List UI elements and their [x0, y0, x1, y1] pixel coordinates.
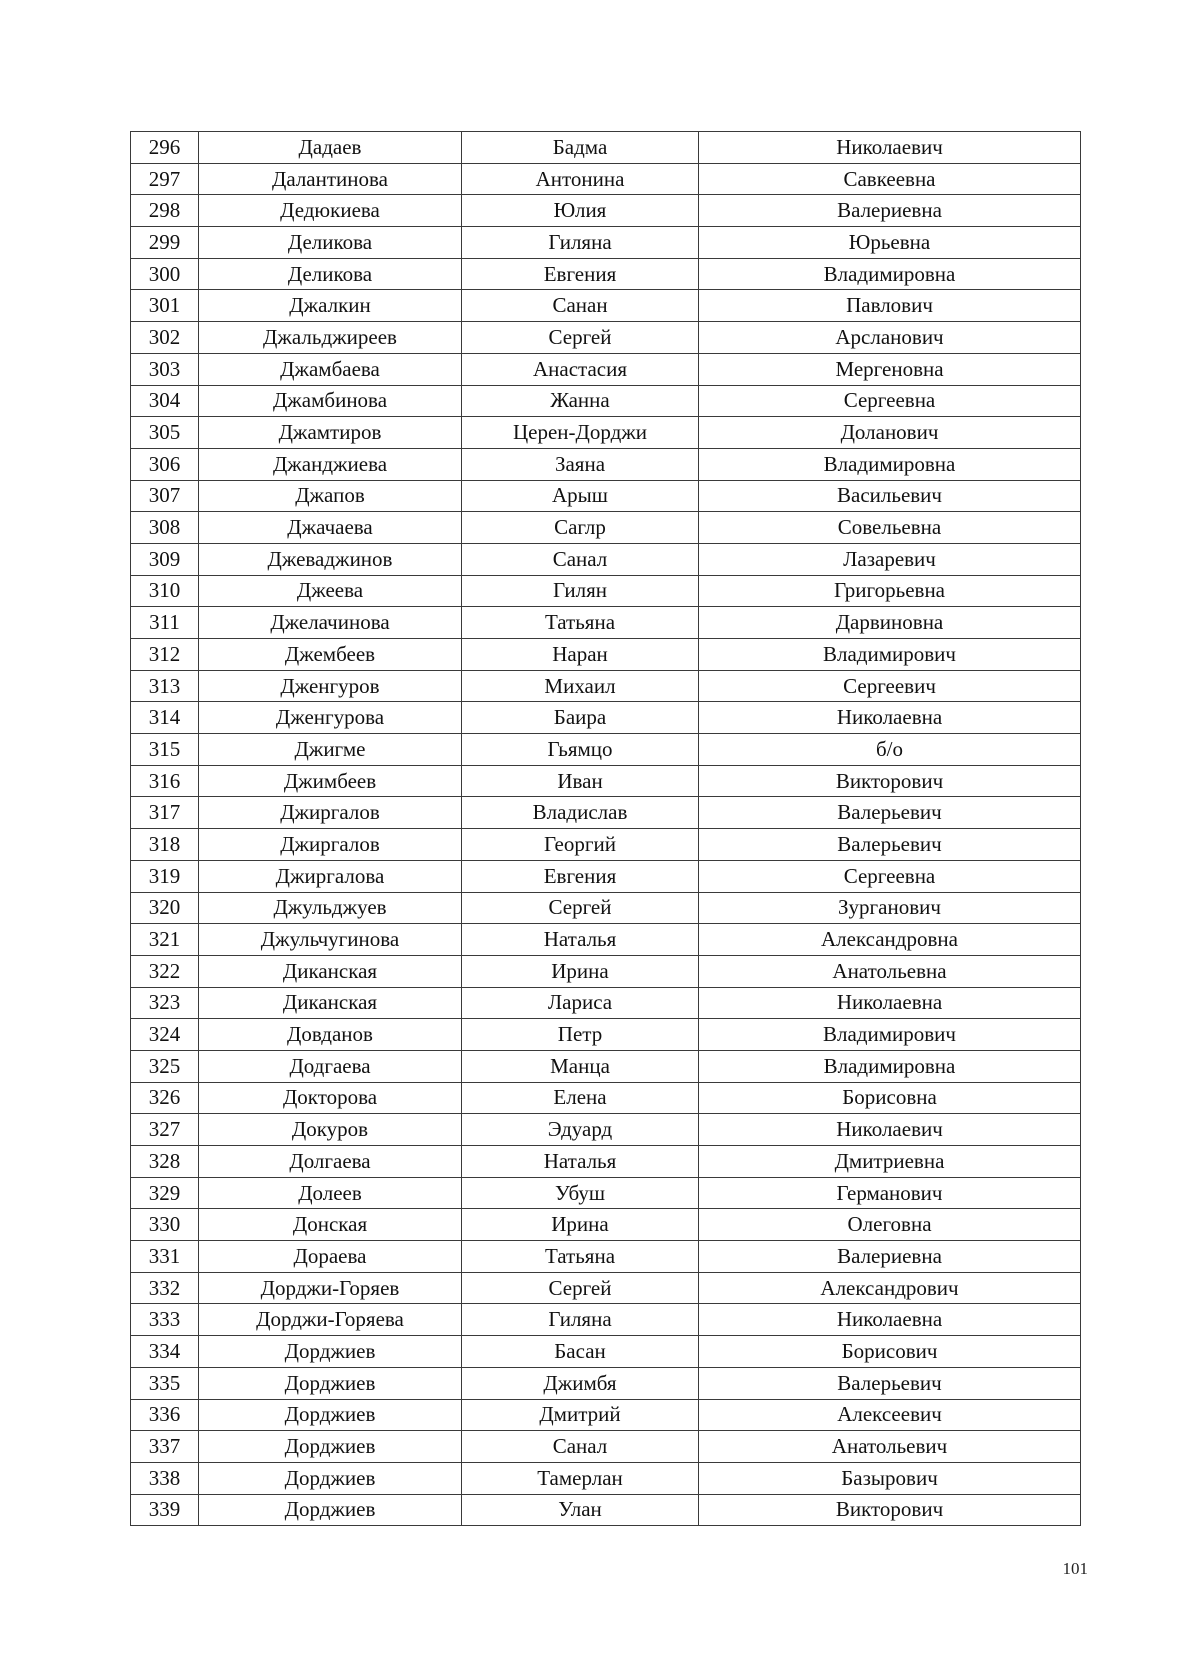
table-row: [131, 639, 1081, 671]
row-number-cell: 318: [131, 829, 199, 861]
row-number-cell: 315: [131, 734, 199, 766]
table-row: [131, 512, 1081, 544]
row-number-cell: 309: [131, 543, 199, 575]
table-row: [131, 385, 1081, 417]
last-name-cell: Деликова: [199, 258, 462, 290]
table-row: [131, 1082, 1081, 1114]
patronymic-cell: Сергеевна: [699, 385, 1081, 417]
first-name-cell: Лариса: [462, 987, 699, 1019]
patronymic-cell: Савкеевна: [699, 163, 1081, 195]
last-name-cell: Диканская: [199, 955, 462, 987]
row-number-cell: 336: [131, 1399, 199, 1431]
table-row: [131, 765, 1081, 797]
table-row: [131, 860, 1081, 892]
patronymic-cell: Валерьевич: [699, 829, 1081, 861]
row-number-cell: 304: [131, 385, 199, 417]
table-row: [131, 132, 1081, 164]
row-number-cell: 300: [131, 258, 199, 290]
patronymic-cell: Николаевна: [699, 702, 1081, 734]
row-number-cell: 312: [131, 639, 199, 671]
last-name-cell: Джиргалова: [199, 860, 462, 892]
row-number-cell: 299: [131, 227, 199, 259]
row-number-cell: 306: [131, 448, 199, 480]
table-row: [131, 575, 1081, 607]
last-name-cell: Дженгуров: [199, 670, 462, 702]
row-number-cell: 313: [131, 670, 199, 702]
table-row: [131, 924, 1081, 956]
last-name-cell: Донская: [199, 1209, 462, 1241]
last-name-cell: Дораева: [199, 1241, 462, 1273]
table-row: [131, 797, 1081, 829]
last-name-cell: Диканская: [199, 987, 462, 1019]
first-name-cell: Иван: [462, 765, 699, 797]
row-number-cell: 320: [131, 892, 199, 924]
last-name-cell: Деликова: [199, 227, 462, 259]
table-row: [131, 1019, 1081, 1051]
patronymic-cell: Алексеевич: [699, 1399, 1081, 1431]
first-name-cell: Петр: [462, 1019, 699, 1051]
patronymic-cell: Владимировна: [699, 1050, 1081, 1082]
last-name-cell: Джигме: [199, 734, 462, 766]
row-number-cell: 325: [131, 1050, 199, 1082]
patronymic-cell: Борисовна: [699, 1082, 1081, 1114]
last-name-cell: Джульчугинова: [199, 924, 462, 956]
patronymic-cell: Юрьевна: [699, 227, 1081, 259]
table-row: [131, 829, 1081, 861]
patronymic-cell: Васильевич: [699, 480, 1081, 512]
last-name-cell: Дорджи-Горяева: [199, 1304, 462, 1336]
first-name-cell: Эдуард: [462, 1114, 699, 1146]
table-row: [131, 1050, 1081, 1082]
last-name-cell: Докуров: [199, 1114, 462, 1146]
patronymic-cell: Николаевич: [699, 1114, 1081, 1146]
table-row: [131, 480, 1081, 512]
row-number-cell: 334: [131, 1336, 199, 1368]
patronymic-cell: Анатольевна: [699, 955, 1081, 987]
document-sheet: [130, 131, 1080, 1526]
last-name-cell: Далантинова: [199, 163, 462, 195]
first-name-cell: Татьяна: [462, 607, 699, 639]
table-row: [131, 607, 1081, 639]
row-number-cell: 321: [131, 924, 199, 956]
patronymic-cell: Совельевна: [699, 512, 1081, 544]
first-name-cell: Санан: [462, 290, 699, 322]
name-roster-table: [130, 131, 1081, 1526]
last-name-cell: Джиргалов: [199, 829, 462, 861]
table-row: [131, 1462, 1081, 1494]
first-name-cell: Заяна: [462, 448, 699, 480]
first-name-cell: Сергей: [462, 1272, 699, 1304]
row-number-cell: 316: [131, 765, 199, 797]
first-name-cell: Евгения: [462, 860, 699, 892]
last-name-cell: Джапов: [199, 480, 462, 512]
row-number-cell: 333: [131, 1304, 199, 1336]
patronymic-cell: Александрович: [699, 1272, 1081, 1304]
patronymic-cell: Олеговна: [699, 1209, 1081, 1241]
first-name-cell: Церен-Дорджи: [462, 417, 699, 449]
table-row: [131, 1241, 1081, 1273]
row-number-cell: 328: [131, 1146, 199, 1178]
patronymic-cell: Сергеевич: [699, 670, 1081, 702]
table-row: [131, 417, 1081, 449]
table-row: [131, 1367, 1081, 1399]
last-name-cell: Джамтиров: [199, 417, 462, 449]
table-row: [131, 258, 1081, 290]
row-number-cell: 332: [131, 1272, 199, 1304]
table-row: [131, 227, 1081, 259]
last-name-cell: Джанджиева: [199, 448, 462, 480]
row-number-cell: 337: [131, 1431, 199, 1463]
last-name-cell: Джульджуев: [199, 892, 462, 924]
last-name-cell: Джальджиреев: [199, 322, 462, 354]
table-row: [131, 290, 1081, 322]
last-name-cell: Докторова: [199, 1082, 462, 1114]
table-row: [131, 1431, 1081, 1463]
first-name-cell: Наран: [462, 639, 699, 671]
last-name-cell: Дорджиев: [199, 1399, 462, 1431]
patronymic-cell: Арсланович: [699, 322, 1081, 354]
patronymic-cell: Зурганович: [699, 892, 1081, 924]
patronymic-cell: Александровна: [699, 924, 1081, 956]
patronymic-cell: Сергеевна: [699, 860, 1081, 892]
first-name-cell: Владислав: [462, 797, 699, 829]
patronymic-cell: Борисович: [699, 1336, 1081, 1368]
roster-body: [131, 132, 1081, 1526]
first-name-cell: Джимбя: [462, 1367, 699, 1399]
first-name-cell: Дмитрий: [462, 1399, 699, 1431]
row-number-cell: 326: [131, 1082, 199, 1114]
patronymic-cell: Доланович: [699, 417, 1081, 449]
last-name-cell: Джамбинова: [199, 385, 462, 417]
table-row: [131, 1177, 1081, 1209]
last-name-cell: Дорджиев: [199, 1367, 462, 1399]
table-row: [131, 1209, 1081, 1241]
first-name-cell: Манца: [462, 1050, 699, 1082]
table-row: [131, 1399, 1081, 1431]
table-row: [131, 955, 1081, 987]
row-number-cell: 303: [131, 353, 199, 385]
last-name-cell: Дадаев: [199, 132, 462, 164]
first-name-cell: Сергей: [462, 892, 699, 924]
first-name-cell: Гилян: [462, 575, 699, 607]
patronymic-cell: Германович: [699, 1177, 1081, 1209]
first-name-cell: Антонина: [462, 163, 699, 195]
table-row: [131, 892, 1081, 924]
patronymic-cell: Викторович: [699, 765, 1081, 797]
table-row: [131, 987, 1081, 1019]
first-name-cell: Михаил: [462, 670, 699, 702]
table-row: [131, 448, 1081, 480]
row-number-cell: 331: [131, 1241, 199, 1273]
first-name-cell: Ирина: [462, 955, 699, 987]
table-row: [131, 163, 1081, 195]
last-name-cell: Джалкин: [199, 290, 462, 322]
row-number-cell: 327: [131, 1114, 199, 1146]
table-row: [131, 670, 1081, 702]
row-number-cell: 323: [131, 987, 199, 1019]
row-number-cell: 314: [131, 702, 199, 734]
last-name-cell: Дорджиев: [199, 1494, 462, 1526]
row-number-cell: 296: [131, 132, 199, 164]
first-name-cell: Анастасия: [462, 353, 699, 385]
row-number-cell: 339: [131, 1494, 199, 1526]
last-name-cell: Долеев: [199, 1177, 462, 1209]
last-name-cell: Джиргалов: [199, 797, 462, 829]
table-row: [131, 353, 1081, 385]
table-row: [131, 543, 1081, 575]
patronymic-cell: Николаевна: [699, 987, 1081, 1019]
table-row: [131, 1272, 1081, 1304]
first-name-cell: Юлия: [462, 195, 699, 227]
patronymic-cell: Владимирович: [699, 639, 1081, 671]
first-name-cell: Наталья: [462, 924, 699, 956]
patronymic-cell: Валериевна: [699, 195, 1081, 227]
page-number: 101: [1062, 1559, 1088, 1578]
patronymic-cell: Владимирович: [699, 1019, 1081, 1051]
first-name-cell: Тамерлан: [462, 1462, 699, 1494]
patronymic-cell: Дмитриевна: [699, 1146, 1081, 1178]
first-name-cell: Татьяна: [462, 1241, 699, 1273]
patronymic-cell: б/о: [699, 734, 1081, 766]
patronymic-cell: Николаевна: [699, 1304, 1081, 1336]
last-name-cell: Дженгурова: [199, 702, 462, 734]
first-name-cell: Евгения: [462, 258, 699, 290]
table-row: [131, 322, 1081, 354]
row-number-cell: 322: [131, 955, 199, 987]
last-name-cell: Додгаева: [199, 1050, 462, 1082]
row-number-cell: 330: [131, 1209, 199, 1241]
row-number-cell: 317: [131, 797, 199, 829]
first-name-cell: Санал: [462, 1431, 699, 1463]
first-name-cell: Ирина: [462, 1209, 699, 1241]
last-name-cell: Дорджиев: [199, 1336, 462, 1368]
last-name-cell: Дорджиев: [199, 1431, 462, 1463]
last-name-cell: Дорджиев: [199, 1462, 462, 1494]
patronymic-cell: Николаевич: [699, 132, 1081, 164]
row-number-cell: 310: [131, 575, 199, 607]
row-number-cell: 297: [131, 163, 199, 195]
first-name-cell: Арыш: [462, 480, 699, 512]
row-number-cell: 305: [131, 417, 199, 449]
last-name-cell: Дедюкиева: [199, 195, 462, 227]
patronymic-cell: Павлович: [699, 290, 1081, 322]
last-name-cell: Джембеев: [199, 639, 462, 671]
first-name-cell: Гиляна: [462, 227, 699, 259]
first-name-cell: Улан: [462, 1494, 699, 1526]
row-number-cell: 307: [131, 480, 199, 512]
row-number-cell: 335: [131, 1367, 199, 1399]
first-name-cell: Санал: [462, 543, 699, 575]
row-number-cell: 301: [131, 290, 199, 322]
first-name-cell: Басан: [462, 1336, 699, 1368]
patronymic-cell: Викторович: [699, 1494, 1081, 1526]
first-name-cell: Наталья: [462, 1146, 699, 1178]
patronymic-cell: Владимировна: [699, 448, 1081, 480]
patronymic-cell: Владимировна: [699, 258, 1081, 290]
last-name-cell: Джимбеев: [199, 765, 462, 797]
patronymic-cell: Валерьевич: [699, 797, 1081, 829]
row-number-cell: 329: [131, 1177, 199, 1209]
first-name-cell: Жанна: [462, 385, 699, 417]
table-row: [131, 1304, 1081, 1336]
table-row: [131, 1114, 1081, 1146]
last-name-cell: Довданов: [199, 1019, 462, 1051]
first-name-cell: Гьямцо: [462, 734, 699, 766]
first-name-cell: Елена: [462, 1082, 699, 1114]
first-name-cell: Баира: [462, 702, 699, 734]
table-row: [131, 702, 1081, 734]
table-row: [131, 1146, 1081, 1178]
table-row: [131, 1336, 1081, 1368]
last-name-cell: Долгаева: [199, 1146, 462, 1178]
first-name-cell: Бадма: [462, 132, 699, 164]
patronymic-cell: Базырович: [699, 1462, 1081, 1494]
row-number-cell: 324: [131, 1019, 199, 1051]
patronymic-cell: Анатольевич: [699, 1431, 1081, 1463]
patronymic-cell: Валерьевич: [699, 1367, 1081, 1399]
first-name-cell: Убуш: [462, 1177, 699, 1209]
first-name-cell: Георгий: [462, 829, 699, 861]
row-number-cell: 308: [131, 512, 199, 544]
first-name-cell: Сергей: [462, 322, 699, 354]
last-name-cell: Джеева: [199, 575, 462, 607]
row-number-cell: 319: [131, 860, 199, 892]
last-name-cell: Дорджи-Горяев: [199, 1272, 462, 1304]
row-number-cell: 311: [131, 607, 199, 639]
table-row: [131, 195, 1081, 227]
row-number-cell: 298: [131, 195, 199, 227]
patronymic-cell: Валериевна: [699, 1241, 1081, 1273]
table-row: [131, 734, 1081, 766]
row-number-cell: 338: [131, 1462, 199, 1494]
patronymic-cell: Мергеновна: [699, 353, 1081, 385]
last-name-cell: Джачаева: [199, 512, 462, 544]
patronymic-cell: Григорьевна: [699, 575, 1081, 607]
first-name-cell: Гиляна: [462, 1304, 699, 1336]
last-name-cell: Джеваджинов: [199, 543, 462, 575]
first-name-cell: Саглр: [462, 512, 699, 544]
last-name-cell: Джелачинова: [199, 607, 462, 639]
last-name-cell: Джамбаева: [199, 353, 462, 385]
table-row: [131, 1494, 1081, 1526]
patronymic-cell: Лазаревич: [699, 543, 1081, 575]
patronymic-cell: Дарвиновна: [699, 607, 1081, 639]
row-number-cell: 302: [131, 322, 199, 354]
